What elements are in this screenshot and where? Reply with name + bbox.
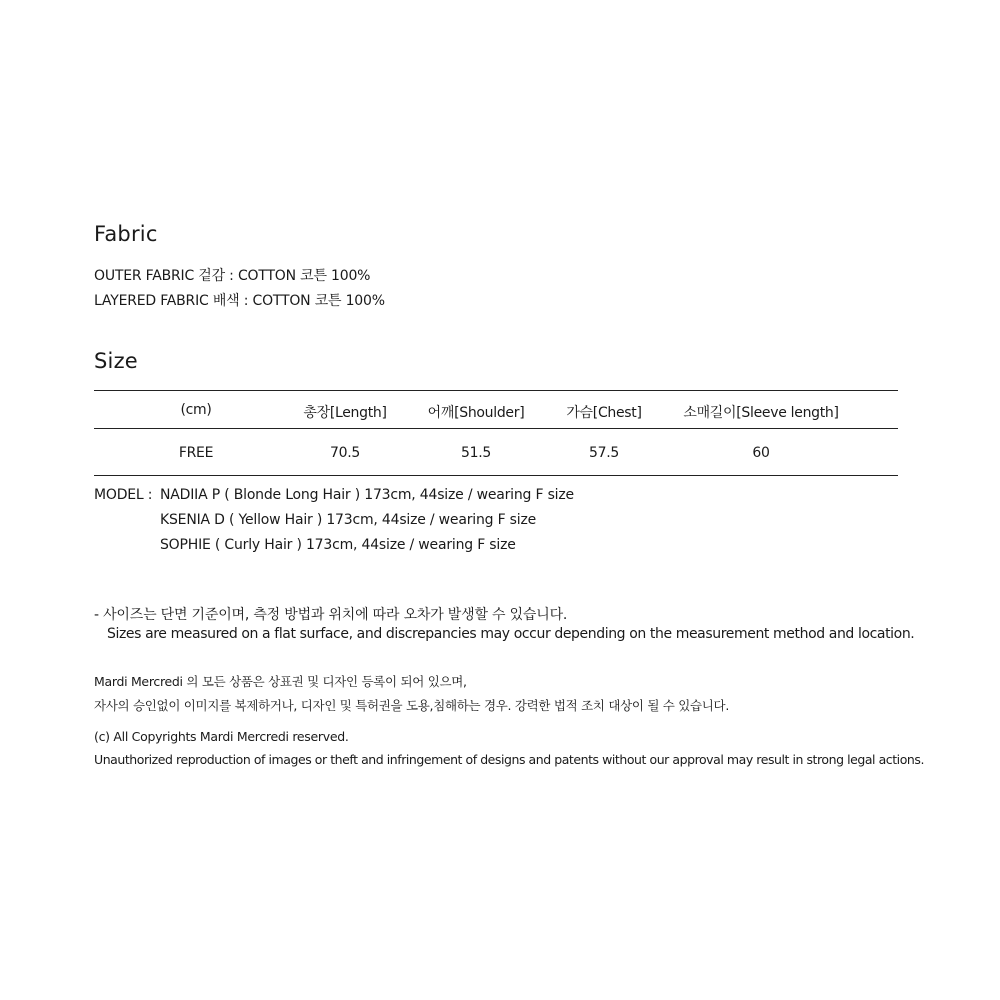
table-bottom-rule [94,475,898,476]
table-header-rule [94,428,898,429]
model-line-2: KSENIA D ( Yellow Hair ) 173cm, 44size / wearing F size [160,512,537,528]
outer-fabric-line: OUTER FABRIC 겉감 : COTTON 코튼 100% [94,268,371,284]
row-size: FREE [178,445,214,461]
row-length: 70.5 [330,445,360,461]
header-chest: 가슴[Chest] [566,405,642,421]
table-top-rule [94,390,898,391]
header-sleeve: 소매길이[Sleeve length] [683,405,839,421]
size-notice-korean: - 사이즈는 단면 기준이며, 측정 방법과 위치에 따라 오차가 발생할 수 있습니다. [94,607,568,623]
fabric-heading: Fabric [94,222,158,246]
header-shoulder: 어깨[Shoulder] [427,405,525,421]
model-label: MODEL : [94,487,153,503]
row-shoulder: 51.5 [461,445,491,461]
size-heading: Size [94,349,138,373]
legal-english: Unauthorized reproduction of images or theft and infringement of designs and patents without our approval may result in strong legal actions. [94,752,924,767]
header-length: 총장[Length] [303,405,387,421]
row-chest: 57.5 [589,445,619,461]
row-sleeve: 60 [752,445,770,461]
size-notice-english: Sizes are measured on a flat surface, and discrepancies may occur depending on the measurement method and location. [107,626,915,642]
layered-fabric-line: LAYERED FABRIC 배색 : COTTON 코튼 100% [94,293,385,309]
header-unit: (cm) [180,402,212,418]
copyright-line: (c) All Copyrights Mardi Mercredi reserved. [94,729,349,744]
legal-korean-2: 자사의 승인없이 이미지를 복제하거나, 디자인 및 특허권을 도용,침해하는 경우. 강력한 법적 조치 대상이 될 수 있습니다. [94,698,729,713]
legal-korean-1: Mardi Mercredi 의 모든 상품은 상표권 및 디자인 등록이 되어 있으며, [94,674,467,689]
model-line-3: SOPHIE ( Curly Hair ) 173cm, 44size / wearing F size [160,537,516,553]
model-line-1: NADIIA P ( Blonde Long Hair ) 173cm, 44size / wearing F size [160,487,574,503]
